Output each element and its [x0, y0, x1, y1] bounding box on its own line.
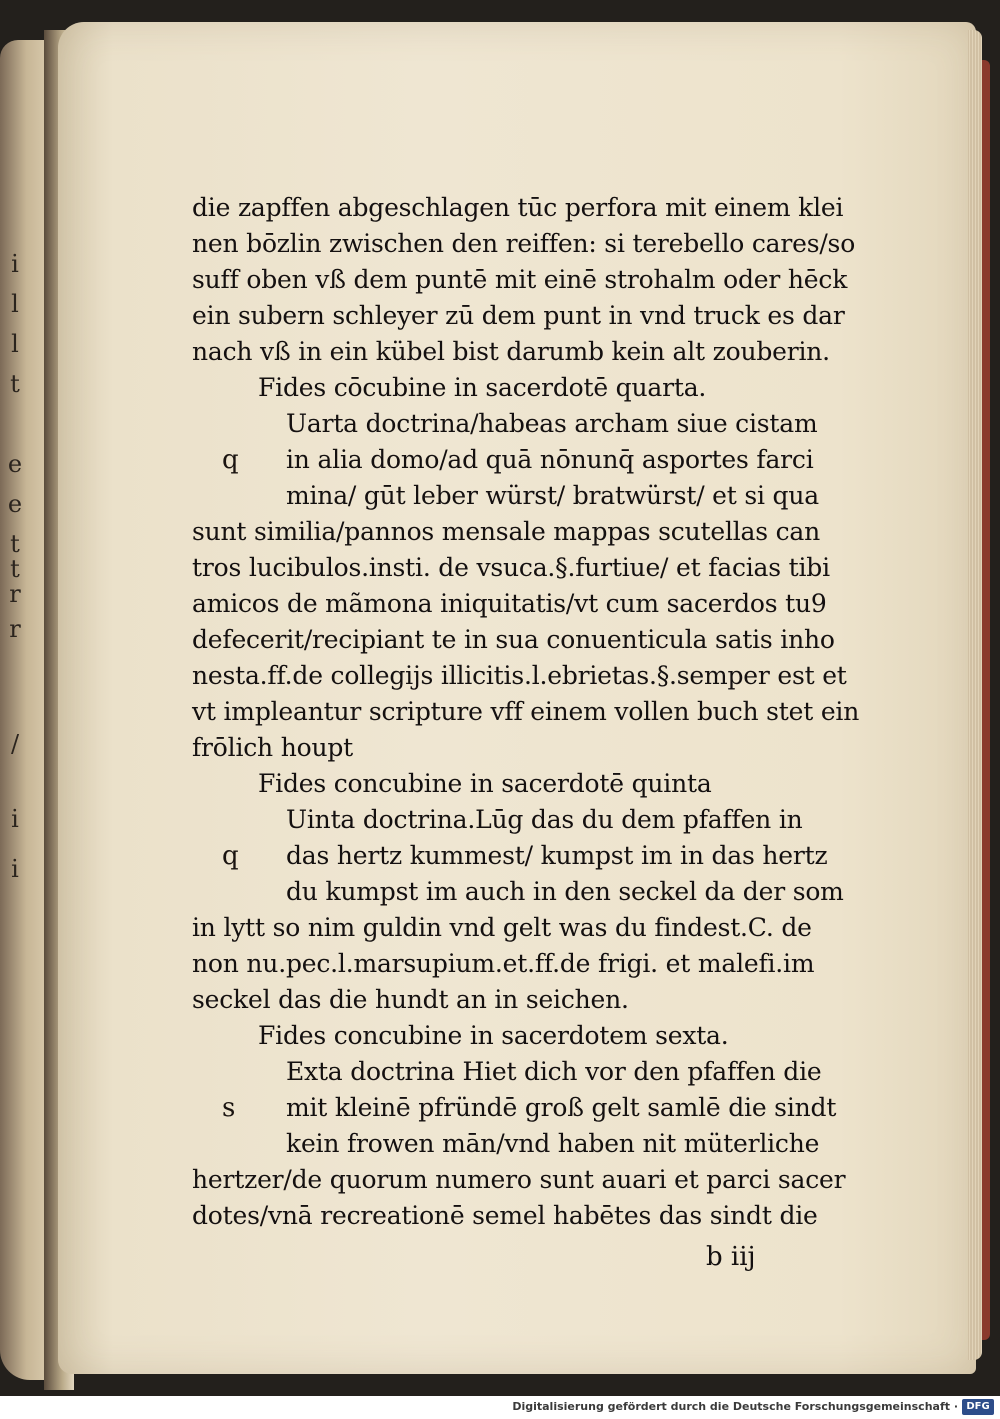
text-line: die zapffen abgeschlagen tūc perfora mit einem klei: [192, 193, 844, 222]
left-page-fragment: r: [9, 615, 21, 643]
left-page-fragment: e: [7, 490, 23, 518]
footer-bar: [0, 1396, 1000, 1419]
text-line: nesta.ff.de collegijs illicitis.l.ebrietas.§.semper est et: [192, 661, 847, 690]
text-line: in lytt so nim guldin vnd gelt was du findest.C. de: [192, 913, 812, 942]
left-page-fragment: /: [10, 730, 20, 758]
guide-letter: q: [222, 841, 239, 871]
text-line: frōlich houpt: [192, 733, 353, 762]
text-line: Uinta doctrina.Lūg das du dem pfaffen in: [286, 805, 803, 834]
left-page-fragment: i: [11, 855, 19, 883]
left-page-fragment: l: [11, 330, 19, 358]
left-page-fragment: r: [9, 580, 21, 608]
text-line: vt impleantur scripture vff einem vollen buch stet ein: [192, 697, 860, 726]
left-page-edge: [0, 40, 48, 1380]
text-line: Exta doctrina Hiet dich vor den pfaffen die: [286, 1057, 822, 1086]
text-line: suff oben vß dem puntē mit einē strohalm oder hēck: [192, 265, 848, 294]
text-line: hertzer/de quorum numero sunt auari et parci sacer: [192, 1165, 846, 1194]
signature-mark: b iij: [706, 1242, 756, 1272]
guide-letter: q: [222, 445, 239, 475]
left-page-fragment: e: [7, 450, 23, 478]
text-line: Uarta doctrina/habeas archam siue cistam: [286, 409, 818, 438]
text-line: sunt similia/pannos mensale mappas scutellas can: [192, 517, 821, 546]
binding-edge: [982, 60, 990, 1340]
text-line: nen bōzlin zwischen den reiffen: si terebello cares/so: [192, 229, 856, 258]
text-line: du kumpst im auch in den seckel da der som: [286, 877, 844, 906]
section-heading: Fides concubine in sacerdotē quinta: [258, 769, 712, 798]
text-line: kein frowen mān/vnd haben nit müterliche: [286, 1129, 820, 1158]
section-heading: Fides cōcubine in sacerdotē quarta.: [258, 373, 707, 402]
text-line: ein subern schleyer zū dem punt in vnd truck es dar: [192, 301, 845, 330]
text-line: defecerit/recipiant te in sua conuenticula satis inho: [192, 625, 835, 654]
left-page-fragment: i: [11, 805, 19, 833]
text-line: seckel das die hundt an in seichen.: [192, 985, 629, 1014]
text-line: nach vß in ein kübel bist darumb kein alt zouberin.: [192, 337, 830, 366]
text-line: mina/ gūt leber würst/ bratwürst/ et si qua: [286, 481, 819, 510]
guide-letter: s: [222, 1093, 236, 1123]
text-line: amicos de mãmona iniquitatis/vt cum sacerdos tu9: [192, 589, 827, 618]
text-line: tros lucibulos.insti. de vsuca.§.furtiue/ et facias tibi: [192, 553, 830, 582]
page-stack-edge: [968, 30, 982, 1360]
left-page-fragment: t: [10, 555, 20, 583]
text-line: mit kleinē pfründē groß gelt samlē die sindt: [286, 1093, 837, 1122]
dfg-logo: DFG: [962, 1399, 994, 1415]
text-line: non nu.pec.l.marsupium.et.ff.de frigi. et malefi.im: [192, 949, 815, 978]
section-heading: Fides concubine in sacerdotem sexta.: [258, 1021, 729, 1050]
left-page-fragment: t: [10, 370, 20, 398]
funding-credit: Digitalisierung gefördert durch die Deutsche Forschungsgemeinschaft ·: [512, 1400, 958, 1413]
left-page-fragment: l: [11, 290, 19, 318]
left-page-fragment: t: [10, 530, 20, 558]
text-line: dotes/vnā recreationē semel habētes das sindt die: [192, 1201, 818, 1230]
left-page-fragment: i: [11, 250, 19, 278]
text-line: in alia domo/ad quā nōnunq̄ asportes farci: [286, 445, 814, 474]
text-line: das hertz kummest/ kumpst im in das hertz: [286, 841, 828, 870]
